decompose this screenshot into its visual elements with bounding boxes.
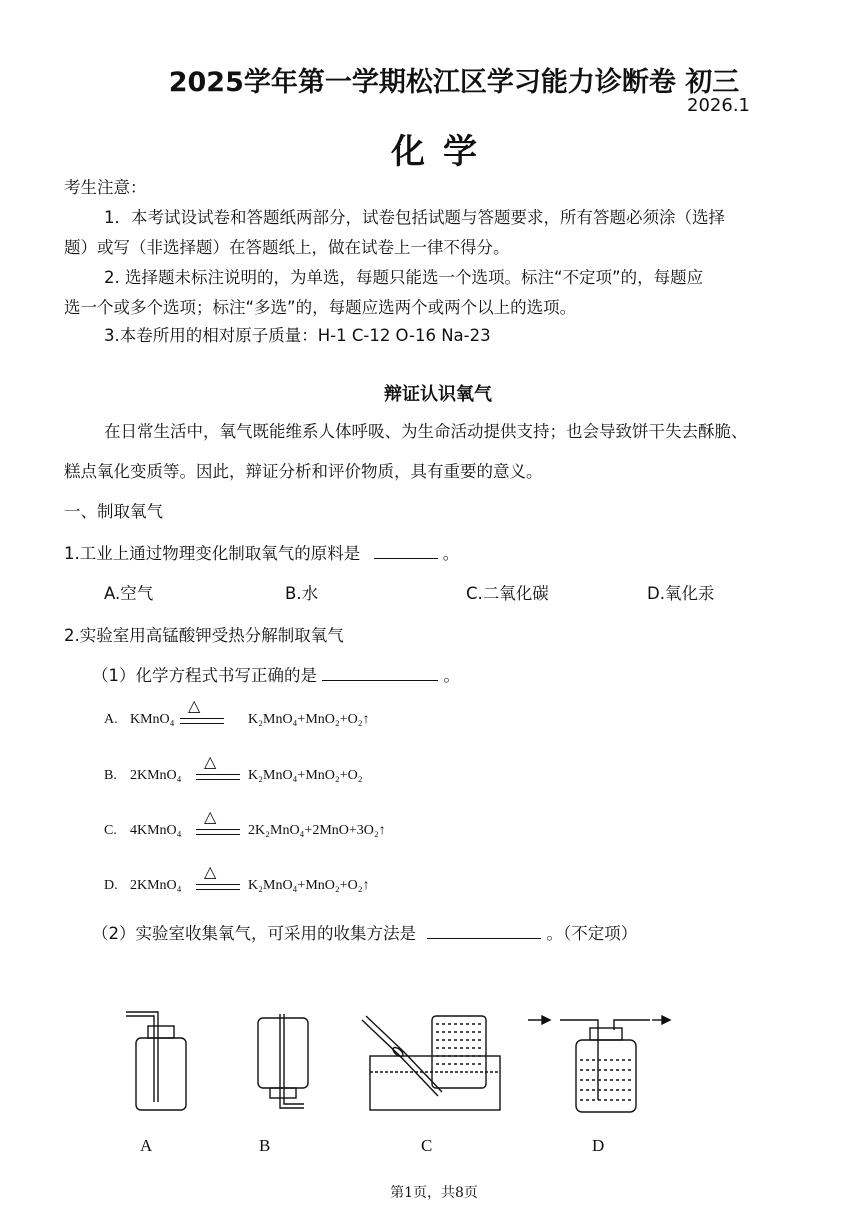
equals-sign [196,829,240,835]
equation-a-label: A. [104,712,118,727]
exam-title: 2025学年第一学期松江区学习能力诊断卷 初三 [168,67,740,98]
question-2-sub-2-text: （2）实验室收集氧气，可采用的收集方法是 [92,924,416,943]
question-1-text: 1.工业上通过物理变化制取氧气的原料是 [64,544,361,563]
equation-c-lhs: 4KMnO₄ [130,823,182,838]
heat-symbol-icon: △ [188,696,201,715]
equation-d-lhs: 2KMnO₄ [130,878,182,893]
equation-a-rhs: K₂MnO₄+MnO₂+O₂↑ [248,712,370,727]
equation-d-rhs: K₂MnO₄+MnO₂+O₂↑ [248,878,370,893]
notice-item-2-line-1: 2. 选择题未标注说明的，为单选，每题只能选一个选项。标注“不定项”的，每题应 [104,268,704,287]
question-2-sub-1 [92,662,460,686]
heat-symbol-icon: △ [204,752,217,771]
question-2-sub-2-end: 。（不定项） [546,924,638,943]
equation-c-rhs: 2K₂MnO₄+2MnO+3O₂↑ [248,823,386,838]
question-2-sub-1-end: 。 [443,666,460,685]
equals-sign [196,774,240,780]
section-intro-line-1: 在日常生活中，氧气既能维系人体呼吸、为生命活动提供支持；也会导致饼干失去酥脆、 [104,422,748,441]
question-1-stem [64,540,459,564]
section-intro-line-2: 糕点氧化变质等。因此，辩证分析和评价物质，具有重要的意义。 [64,462,543,481]
figure-label-c: C [421,1136,433,1155]
question-2-stem: 2.实验室用高锰酸钾受热分解制取氧气 [64,626,344,645]
equals-sign [196,884,240,890]
subject-title: 化学 [391,132,495,172]
notice-item-3: 3.本卷所用的相对原子质量：H-1 C-12 O-16 Na-23 [104,326,491,345]
q1-option-b: B.水 [285,584,319,603]
notice-item-2-line-2: 选一个或多个选项；标注“多选”的，每题应选两个或两个以上的选项。 [64,298,577,317]
equation-b-lhs: 2KMnO₄ [130,768,182,783]
equation-a-lhs: KMnO₄ [130,712,175,727]
figure-a-upward-air-displacement [126,1012,186,1110]
equation-d-label: D. [104,878,118,893]
figure-label-d: D [592,1136,605,1155]
q1-option-c: C.二氧化碳 [466,584,549,603]
q1-option-a: A.空气 [104,584,154,603]
notice-item-1-line-1: 1．本考试设试卷和答题纸两部分，试卷包括试题与答题要求，所有答题必须涂（选择 [104,208,725,227]
exam-date: 2026.1 [687,95,750,116]
q1-option-d: D.氧化汞 [647,584,715,603]
notice-item-1-line-2: 题）或写（非选择题）在答题纸上，做在试卷上一律不得分。 [64,238,510,257]
question-1-end: 。 [442,544,460,563]
part-1-heading: 一、制取氧气 [64,502,163,521]
figure-d-gas-washing-bottle [528,1016,670,1112]
figure-label-a: A [140,1136,153,1155]
answer-blank-2-2[interactable] [427,922,541,939]
figure-label-b: B [259,1136,271,1155]
equation-b-label: B. [104,768,117,783]
equation-c-label: C. [104,823,117,838]
figure-b-downward-air-displacement [258,1014,308,1108]
equals-sign [180,718,224,724]
heat-symbol-icon: △ [204,807,217,826]
section-title: 辩证认识氧气 [384,384,492,405]
answer-blank-2-1[interactable] [322,664,438,681]
heat-symbol-icon: △ [204,862,217,881]
answer-blank-1[interactable] [374,542,438,559]
page-number: 第1页，共8页 [390,1185,478,1201]
notice-heading: 考生注意： [64,178,147,197]
question-2-sub-1-text: （1）化学方程式书写正确的是 [92,666,317,685]
gas-collection-figures [0,1000,868,1130]
equation-b-rhs: K₂MnO₄+MnO₂+O₂ [248,768,363,783]
question-2-sub-2 [92,920,637,944]
figure-c-water-displacement [362,1016,500,1110]
